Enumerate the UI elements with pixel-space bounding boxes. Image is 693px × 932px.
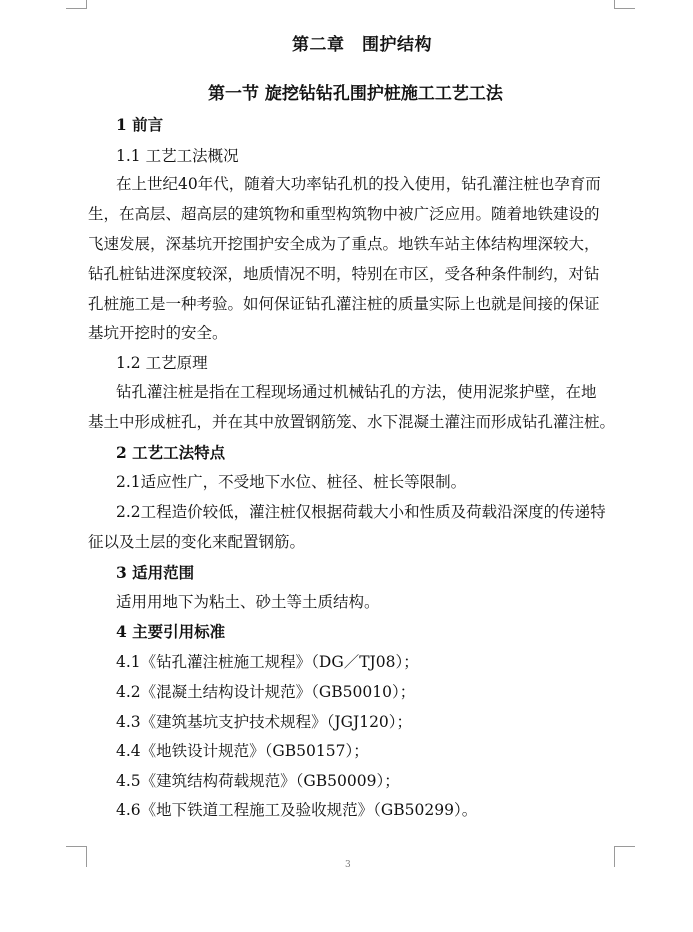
- paragraph-line: 在上世纪40年代，随着大功率钻孔机的投入使用，钻孔灌注桩也孕育而: [116, 175, 601, 193]
- heading-1-1: 1.1 工艺工法概况: [116, 147, 239, 165]
- paragraph-line: 2.2工程造价较低，灌注桩仅根据荷载大小和性质及荷载沿深度的传递特: [116, 503, 606, 521]
- paragraph-line: 孔桩施工是一种考验。如何保证钻孔灌注桩的质量实际上也就是间接的保证: [88, 295, 600, 313]
- heading-1-preface: 1 前言: [116, 115, 164, 134]
- list-item: 4.1《钻孔灌注桩施工规程》（DG／TJ08）；: [116, 653, 419, 671]
- list-item: 4.6《地下铁道工程施工及验收规范》（GB50299）。: [116, 801, 478, 819]
- heading-1-2: 1.2 工艺原理: [116, 354, 208, 372]
- heading-3-scope: 3 适用范围: [116, 563, 195, 582]
- list-item: 4.4《地铁设计规范》（GB50157）；: [116, 742, 369, 760]
- chapter-title: 第二章 围护结构: [292, 35, 432, 55]
- paragraph-line: 飞速发展，深基坑开挖围护安全成为了重点。地铁车站主体结构埋深较大，: [88, 235, 600, 253]
- list-item: 4.2《混凝土结构设计规范》（GB50010）；: [116, 683, 416, 701]
- crop-mark-bottom-left: [66, 846, 87, 867]
- paragraph-line: 适用用地下为粘土、砂土等土质结构。: [116, 593, 380, 611]
- heading-4-standards: 4 主要引用标准: [116, 622, 226, 641]
- paragraph-line: 钻孔灌注桩是指在工程现场通过机械钻孔的方法，使用泥浆护壁，在地: [116, 383, 597, 401]
- crop-mark-top-right: [614, 0, 635, 9]
- page-number: 3: [345, 860, 351, 870]
- paragraph-line: 征以及土层的变化来配置钢筋。: [88, 533, 306, 551]
- paragraph-line: 生，在高层、超高层的建筑物和重型构筑物中被广泛应用。随着地铁建设的: [88, 205, 600, 223]
- crop-mark-bottom-right: [614, 846, 635, 867]
- heading-2-features: 2 工艺工法特点: [116, 443, 226, 462]
- crop-mark-top-left: [66, 0, 87, 9]
- paragraph-line: 2.1适应性广，不受地下水位、桩径、桩长等限制。: [116, 473, 467, 491]
- section-title: 第一节 旋挖钻钻孔围护桩施工工艺工法: [208, 84, 503, 104]
- paragraph-line: 基坑开挖时的安全。: [88, 324, 228, 342]
- list-item: 4.5《建筑结构荷载规范》（GB50009）；: [116, 772, 400, 790]
- paragraph-line: 钻孔桩钻进深度较深，地质情况不明，特别在市区，受各种条件制约，对钻: [88, 265, 600, 283]
- paragraph-line: 基土中形成桩孔，并在其中放置钢筋笼、水下混凝土灌注而形成钻孔灌注桩。: [88, 413, 616, 431]
- list-item: 4.3《建筑基坑支护技术规程》（JGJ120）；: [116, 713, 413, 731]
